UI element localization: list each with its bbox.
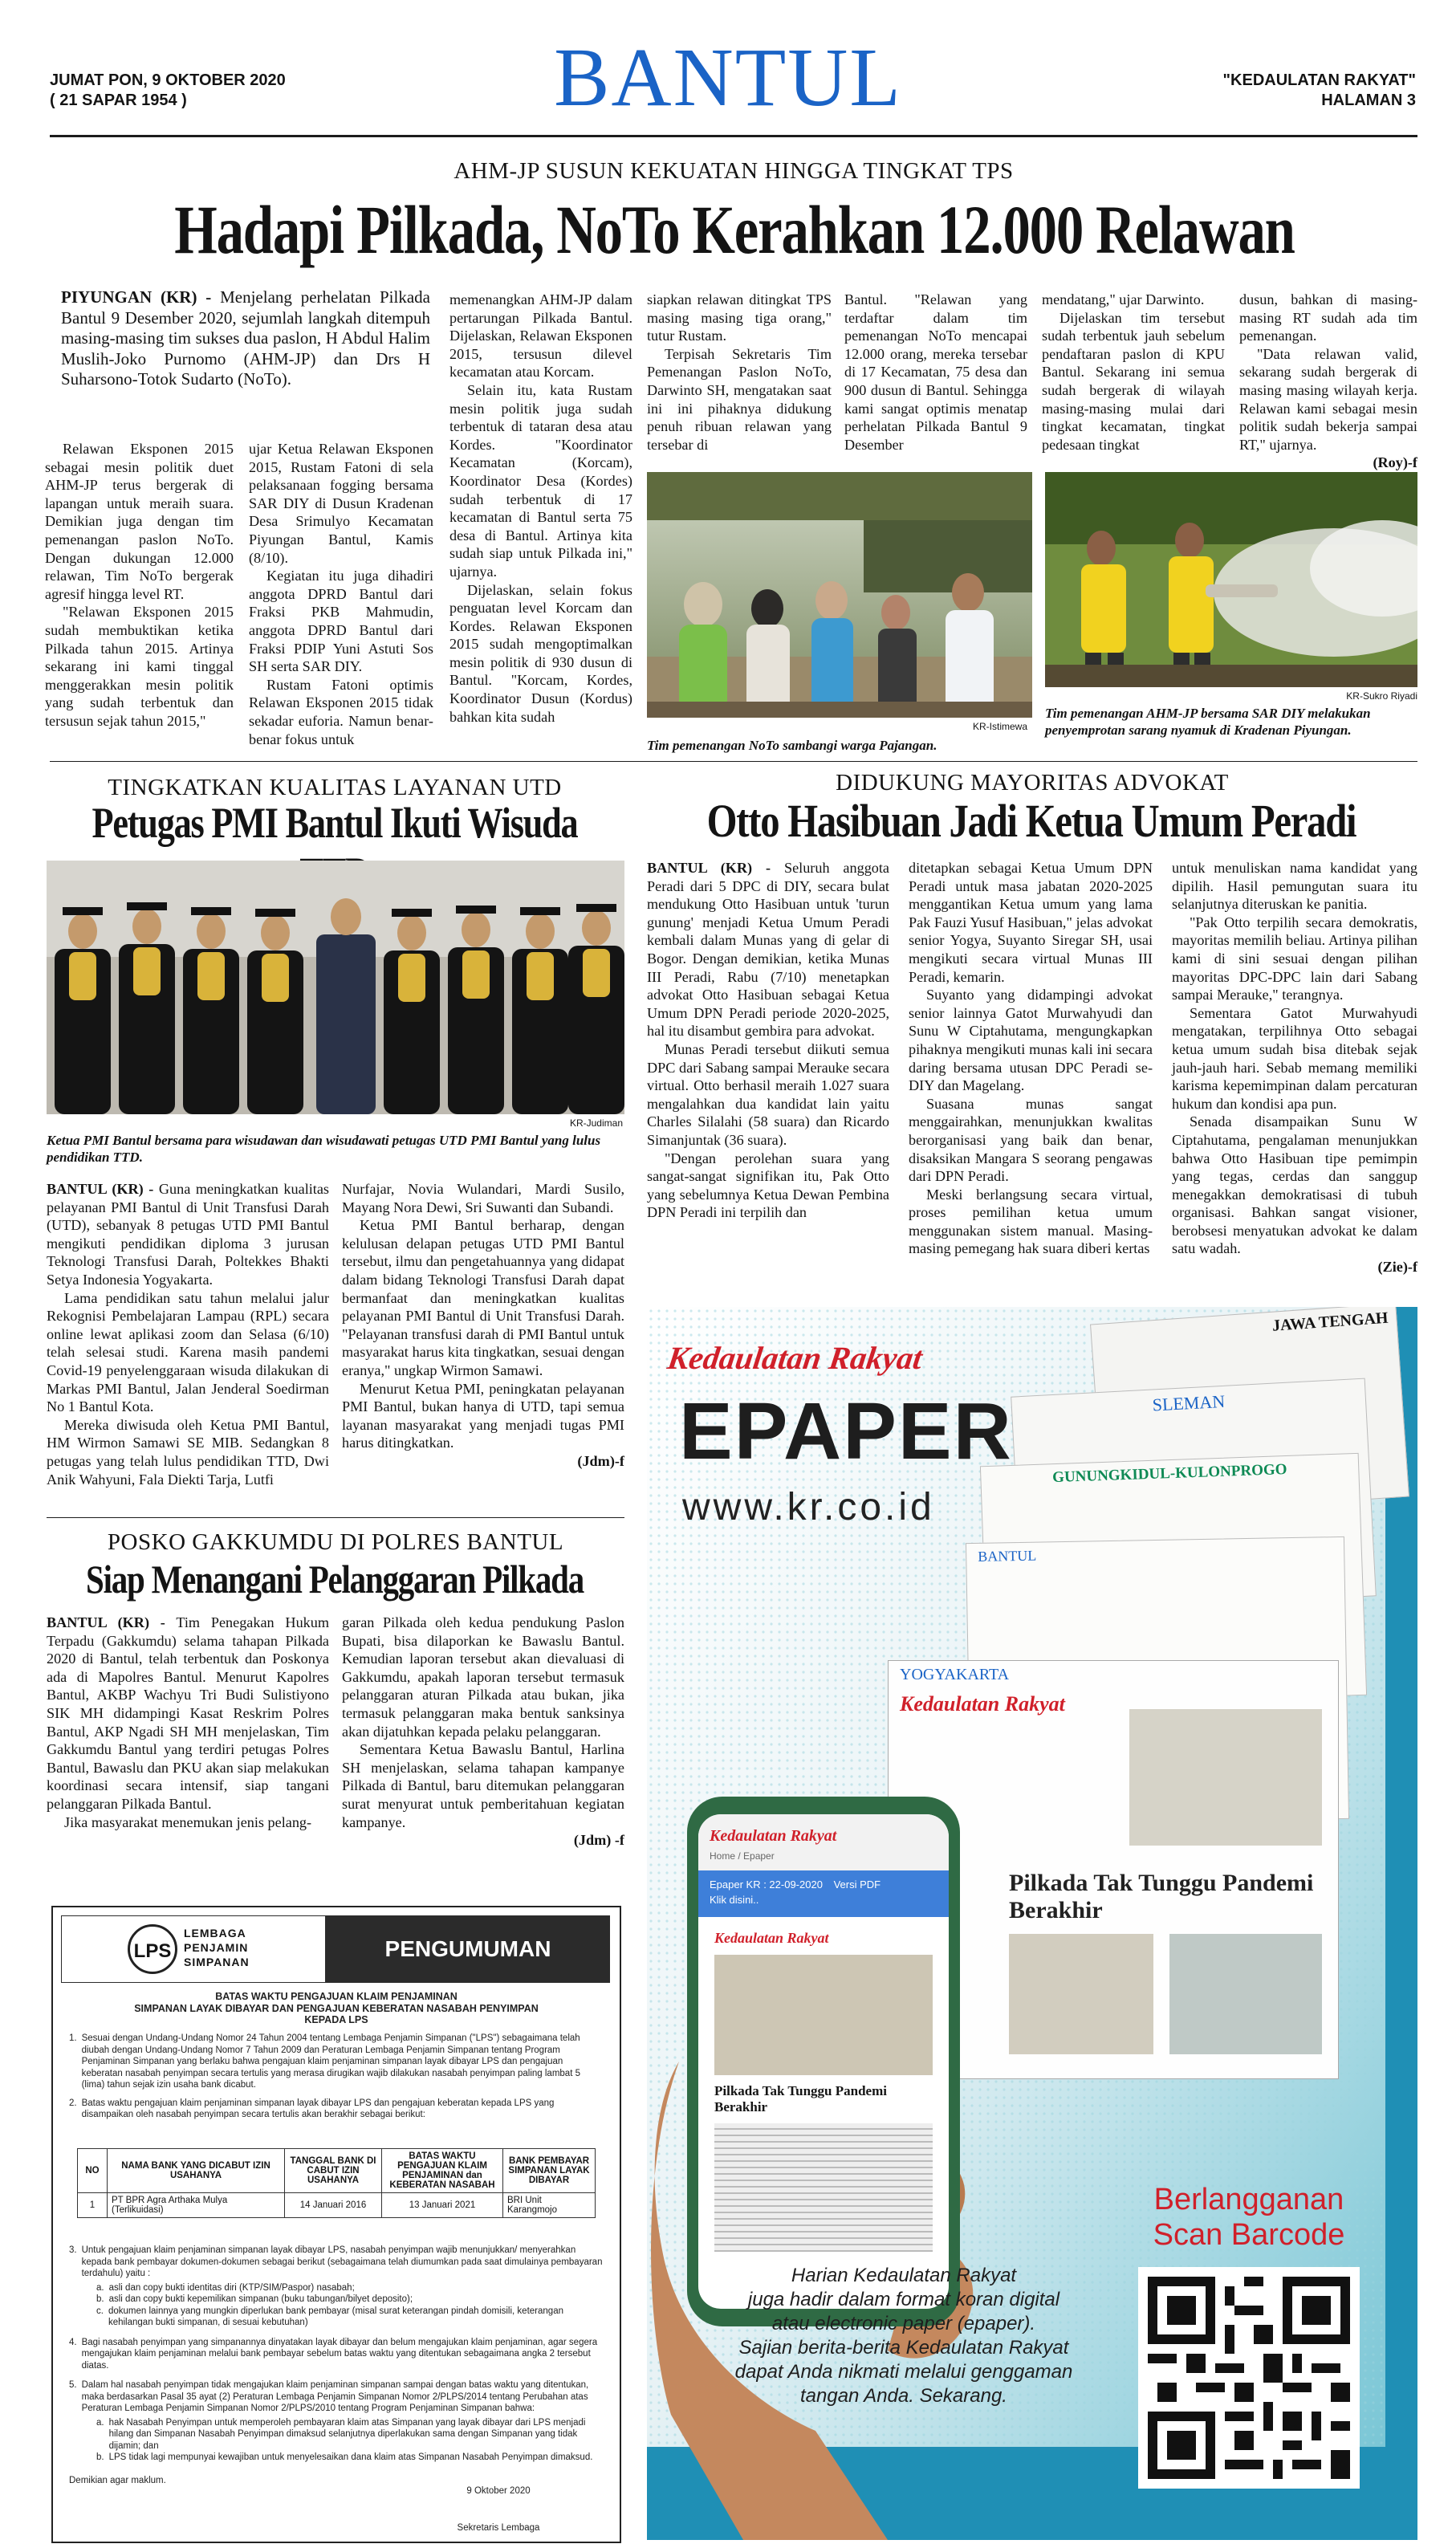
story3-kicker: DIDUKUNG MAYORITAS ADVOKAT bbox=[836, 770, 1229, 796]
notice-item-5: Dalam hal nasabah penyimpan tidak mengajukan klaim penjaminan simpanan sampai dengan batas waktu yang ditentukan, maka berdasarkan Pasal 35 ayat (2) Peraturan Lembaga Penjamin Simpanan Nomor 2/PLPS/2014 tentang Perubahan atas Peraturan Lembaga Penjamin Simpanan Nomor 2/PLPS/2010 tentang Program Penjaminan Simpanan bahwa: bbox=[81, 2380, 589, 2413]
story1-column-2 bbox=[249, 440, 433, 748]
lps-org-line: SIMPANAN bbox=[184, 1956, 250, 1968]
story3-paragraph: "Pak Otto terpilih secara demokratis, mayoritas memilih beliau. Artinya pilihan kami di sini sesuai dengan pilihan mayoritas DPC-DPC lain dari Sabang sampai Merauke," terangnya. bbox=[1172, 914, 1417, 1003]
story4-kicker: POSKO GAKKUMDU DI POLRES BANTUL bbox=[107, 1529, 564, 1555]
notice-item-4: Bagi nasabah penyimpan yang simpanannya dinyatakan layak dibayar dan belum mengajukan klaim penjaminan, agar segera mengajukan klaim penjaminan melalui bank pembayar sebelum batas waktu yang ditentukan sebagaimana angka 2 tersebut diatas. bbox=[81, 2337, 598, 2371]
story3-paragraph: Meski berlangsung secara virtual, proses pemilihan ketua umum menggunakan sistem manual. Masing-masing pemegang hak suara diberi kertas bbox=[909, 1186, 1153, 1257]
epaper-ad bbox=[647, 1307, 1417, 2540]
phone-app-brand: Kedaulatan Rakyat bbox=[710, 1827, 837, 1845]
table-row bbox=[78, 2193, 596, 2218]
qr-code-graphic bbox=[1148, 2277, 1350, 2479]
notice-logo-area bbox=[61, 1915, 326, 1983]
story2-photo-credit: KR-Judiman bbox=[569, 1117, 623, 1129]
lps-org-line: LEMBAGA bbox=[184, 1927, 246, 1939]
section-rule-1 bbox=[50, 761, 1417, 762]
story1-paragraph: mendatang," ujar Darwinto. bbox=[1042, 291, 1205, 307]
story1-dateline: PIYUNGAN (KR) - bbox=[61, 287, 212, 307]
notice-title-line: BATAS WAKTU PENGAJUAN KLAIM PENJAMINAN bbox=[215, 1991, 458, 2002]
story1-column-6 bbox=[1042, 291, 1225, 454]
notice-title bbox=[69, 1991, 604, 2026]
phone-paper-brand: Kedaulatan Rakyat bbox=[714, 1930, 829, 1946]
lps-notice bbox=[51, 1906, 621, 2543]
phone-paper-headline: Pilkada Tak Tunggu Pandemi Berakhir bbox=[714, 2083, 887, 2115]
lps-org-line: PENJAMIN bbox=[184, 1941, 249, 1954]
story4-paragraph bbox=[47, 1614, 329, 1813]
notice-item-5a: hak Nasabah Penyimpan untuk memperoleh pembayaran klaim atas Simpanan yang layak dibayar dari LPS menjadi hilang dan Simpanan Nasabah Penyimpan dimaksud selanjutnya diperlakukan sama dengan Simpanan yang tidak dijamin; dan bbox=[108, 2417, 586, 2451]
subscribe-text bbox=[1129, 2182, 1369, 2253]
story3-column-3 bbox=[1172, 859, 1417, 1276]
story3-paragraph: untuk menuliskan nama kandidat yang dipilih. Hasil pemungutan suara itu selanjutnya diteruskan ke panitia. bbox=[1172, 860, 1417, 913]
ad-blurb bbox=[695, 2264, 1112, 2408]
story1-paragraph: "Relawan Eksponen 2015 sudah membuktikan ketika Pilkada tahun 2015. Artinya sekarang ini kami tinggal menggerakkan mesin politik yang sudah terbentuk dan tersusun sejak tahun 2015," bbox=[45, 604, 234, 729]
phone-click-hint[interactable]: Klik disini.. bbox=[710, 1894, 759, 1906]
paper-photo-block bbox=[1129, 1709, 1322, 1846]
notice-signer: Sekretaris Lembaga bbox=[457, 2523, 540, 2533]
story1-column-7 bbox=[1239, 291, 1417, 472]
notice-table-cell: 1 bbox=[78, 2193, 108, 2218]
ad-blurb-line: Sajian berita-berita Kedaulatan Rakyat bbox=[738, 2337, 1069, 2359]
phone-pdf-link[interactable]: Versi PDF bbox=[833, 1878, 881, 1891]
fogging-photo-illustration bbox=[1045, 472, 1417, 687]
story1-lead-text: Menjelang perhelatan Pilkada Bantul 9 Desember 2020, sejumlah langkah ditempuh masing-masing tim sukses dua paslon, H Abdul Halim Muslih-Joko Purnomo (AHM-JP) dan Drs H Suharsono-Totok Sudarto (NoTo). bbox=[61, 287, 430, 389]
ad-title: EPAPER bbox=[679, 1386, 1013, 1476]
paper-section-label: GUNUNGKIDUL-KULONPROGO bbox=[1051, 1460, 1287, 1487]
issue-date-block bbox=[50, 71, 286, 111]
story1-column-5 bbox=[844, 291, 1027, 454]
story1-photo-2-caption: Tim pemenangan AHM-JP bersama SAR DIY melakukan penyemprotan sarang nyamuk di Kradenan Piyungan. bbox=[1045, 706, 1371, 738]
story2-paragraph: Mereka diwisuda oleh Ketua PMI Bantul, HM Wirmon Samawi SE MIB. Sedangkan 8 petugas yang telah lulus pendidikan TTD, Dwi Anik Wahyuni, Fala Diekti Tarja, Lutfi bbox=[47, 1416, 329, 1488]
story1-paragraph: Bantul. "Relawan yang terdaftar dalam tim pemenangan NoTo mencapai 12.000 orang, mereka tersebar di 17 Kecamatan, 75 desa dan 900 dusun di Bantul. Sehingga kami sangat optimis menatap perhelatan Pilkada Bantul 9 Desember bbox=[844, 291, 1027, 453]
paper-name: "KEDAULATAN RAKYAT" bbox=[1222, 71, 1416, 89]
story2-lead-text: Guna meningkatkan kualitas pelayanan PMI Bantul di Unit Transfusi Darah (UTD), sebanyak 8 petugas UTD PMI Bantul mengikuti pendidikan diploma 3 jurusan Teknologi Transfusi Darah, Poltekkes Bhakti Setya Indonesia Yogyakarta. bbox=[47, 1181, 330, 1288]
story4-paragraph: Sementara Ketua Bawaslu Bantul, Harlina SH menjelaskan, selama tahapan kampanye Pilkada di Bantul, baru ditemukan pelanggaran surat menyurat untuk pemberitahuan kegiatan kampanye. bbox=[342, 1741, 624, 1830]
page-number: HALAMAN 3 bbox=[1321, 92, 1416, 109]
notice-title-banner: PENGUMUMAN bbox=[384, 1936, 551, 1961]
notice-item-3c: dokumen lainnya yang mungkin diperlukan bank pembayar (misal surat keterangan pindah domisili, keterangan kehilangan bukti simpanan, di sesuai kebutuhan) bbox=[108, 2306, 563, 2327]
notice-title-line: SIMPANAN LAYAK DIBAYAR DAN PENGAJUAN KEBERATAN NASABAH PENYIMPAN bbox=[134, 2002, 539, 2014]
story4-paragraph: garan Pilkada oleh kedua pendukung Paslon Bupati, bisa dilaporkan ke Bawaslu Bantul. Kemudian laporan tersebut akan dievaluasi di Gakkumdu, apakah laporan tersebut termasuk pelanggaran aturan Pilkada atau bukan, jika termasuk pelanggaran maka bentuk sanksinya akan dijatuhkan kepada pelaku pelanggaran. bbox=[342, 1614, 624, 1740]
story4-column-1 bbox=[47, 1614, 329, 1831]
ad-blurb-line: juga hadir dalam format koran digital bbox=[747, 2289, 1060, 2310]
subscribe-line: Berlangganan bbox=[1153, 2183, 1344, 2216]
section-rule-2 bbox=[47, 1517, 624, 1518]
paper-info-block bbox=[1223, 71, 1416, 111]
story2-photo-caption: Ketua PMI Bantul bersama para wisudawan dan wisudawati petugas UTD PMI Bantul yang lulus pendidikan TTD. bbox=[47, 1133, 601, 1165]
notice-date: 9 Oktober 2020 bbox=[466, 2486, 531, 2496]
story3-signature: (Zie)-f bbox=[1377, 1259, 1417, 1276]
story1-photo-2-credit: KR-Sukro Riyadi bbox=[1346, 690, 1417, 702]
story1-photo-1 bbox=[647, 472, 1032, 718]
story2-paragraph bbox=[47, 1180, 329, 1289]
story3-paragraph: Sementara Gatot Murwahyudi mengatakan, terpilihnya Otto sebagai ketua umum sudah bisa ditebak sejak jauh-jauh hari. Sebab memang memiliki karisma kepemimpinan dalam percaturan hukum dan kondisi apa pun. bbox=[1172, 1004, 1417, 1112]
story2-column-1 bbox=[47, 1180, 329, 1488]
paper-section-label: BANTUL bbox=[978, 1547, 1037, 1565]
notice-item-3: Untuk pengajuan klaim penjaminan simpanan layak dibayar LPS, nasabah penyimpan wajib menunjukkan/ menyerahkan kepada bank pembayar dokumen-dokumen sebagai berikut (sebagaimana telah diumumkan pada saat dimulainya pembayaran terdahulu) yaitu : bbox=[81, 2245, 603, 2278]
story1-lead bbox=[61, 287, 430, 390]
ad-blurb-line: tangan Anda. Sekarang. bbox=[800, 2385, 1007, 2407]
notice-item-5b: LPS tidak lagi mempunyai kewajiban untuk menyelesaikan dana klaim atas Simpanan Nasabah Penyimpan dimaksud. bbox=[108, 2452, 593, 2462]
ad-brand: Kedaulatan Rakyat bbox=[665, 1340, 925, 1376]
header-rule bbox=[50, 135, 1417, 137]
meeting-photo-illustration bbox=[647, 472, 1032, 718]
notice-table-cell: PT BPR Agra Arthaka Mulya (Terlikuidasi) bbox=[108, 2193, 285, 2218]
story3-column-1 bbox=[647, 859, 889, 1222]
paper-big-headline: Pilkada Tak Tunggu Pandemi Berakhir bbox=[1009, 1870, 1314, 1923]
ad-blurb-line: atau electronic paper (epaper). bbox=[771, 2313, 1036, 2334]
story2-paragraph: Ketua PMI Bantul berharap, dengan kelulusan delapan petugas UTD PMI Bantul tersebut, ilmu dan pengetahuannya yang didapat dalam bidang Teknologi Transfusi Darah dapat bermanfaat dan meningkatkan kualitas pelayanan PMI Bantul di Unit Transfusi Darah. "Pelayanan transfusi darah di PMI Bantul untuk masyarakat harus kita tingkatkan, sesuai dengan eranya," ungkap Wirmon Samawi. bbox=[342, 1217, 624, 1378]
notice-table-head-cell: NAMA BANK YANG DICABUT IZIN USAHANYA bbox=[108, 2149, 285, 2193]
story1-headline: Hadapi Pilkada, NoTo Kerahkan 12.000 Relawan bbox=[174, 191, 1295, 268]
story2-column-2 bbox=[342, 1180, 624, 1471]
story1-paragraph: Relawan Eksponen 2015 sebagai mesin politik duet AHM-JP terus bergerak di lapangan untuk meraih suara. Demikian juga dengan tim pemenangan paslon NoTo. Dengan dukungan 12.000 relawan, Tim NoTo bergerak agresif hingga level RT. bbox=[45, 441, 234, 602]
story3-paragraph: ditetapkan sebagai Ketua Umum DPN Peradi untuk masa jabatan 2020-2025 menggantikan Ketua umum yang lama Pak Fauzi Yusuf Hasibuan," jelas advokat senior Yogya, Suyanto Siregar SH, usai mengikuti secara virtual Munas III Peradi, kemarin. bbox=[909, 860, 1153, 985]
story1-paragraph: dusun, bahkan di masing-masing RT sudah ada tim pemenangan. bbox=[1239, 291, 1417, 344]
qr-code-icon[interactable] bbox=[1138, 2267, 1360, 2489]
story4-signature: (Jdm) -f bbox=[573, 1832, 624, 1849]
notice-table-header bbox=[78, 2149, 596, 2193]
story2-headline: Petugas PMI Bantul Ikuti Wisuda bbox=[92, 799, 578, 847]
notice-table-cell: 13 Januari 2021 bbox=[382, 2193, 503, 2218]
phone-breadcrumb[interactable]: Home / Epaper bbox=[710, 1850, 775, 1862]
story2-paragraph: Lama pendidikan satu tahun melalui jalur Rekognisi Pembelajaran Lampau (RPL) secara online lewat aplikasi zoom dan Selasa (6/10) telah selesai studi. Karena masih pandemi Covid-19 penyelenggaraan wisuda dilakukan di Markas PMI Bantul, Jalan Jenderal Soedirman No 1 Bantul Kota. bbox=[47, 1289, 329, 1415]
notice-table bbox=[77, 2148, 596, 2218]
issue-hijri-date: ( 21 SAPAR 1954 ) bbox=[50, 92, 187, 109]
story4-paragraph: Jika masyarakat menemukan jenis pelang- bbox=[64, 1813, 312, 1830]
notice-table-head-cell: BATAS WAKTU PENGAJUAN KLAIM PENJAMINAN dan KEBERATAN NASABAH bbox=[382, 2149, 503, 2193]
paper-brand: Kedaulatan Rakyat bbox=[900, 1692, 1065, 1716]
ad-url: www.kr.co.id bbox=[682, 1486, 935, 1528]
story3-dateline: BANTUL (KR) - bbox=[647, 860, 771, 876]
subscribe-line: Scan Barcode bbox=[1153, 2218, 1345, 2252]
masthead: BANTUL bbox=[554, 31, 902, 124]
notice-table-head-cell: TANGGAL BANK DI CABUT IZIN USAHANYA bbox=[285, 2149, 382, 2193]
notice-title-line: KEPADA LPS bbox=[304, 2014, 368, 2025]
issue-date: JUMAT PON, 9 OKTOBER 2020 bbox=[50, 71, 286, 89]
ad-blurb-line: Harian Kedaulatan Rakyat bbox=[791, 2265, 1017, 2286]
story4-column-2 bbox=[342, 1614, 624, 1850]
story3-column-2 bbox=[909, 859, 1153, 1258]
story3-paragraph: Suyanto yang didampingi advokat senior lainnya Gatot Murwahyudi dan Sunu W Ciptahutama, mengungkapkan pihaknya mengikuti munas kali ini secara daring bersama utusan DPC Peradi se-DIY dan Magelang. bbox=[909, 987, 1153, 1094]
phone-paper-text-block bbox=[714, 2123, 933, 2252]
story2-dateline: BANTUL (KR) - bbox=[47, 1181, 154, 1197]
story1-kicker: AHM-JP SUSUN KEKUATAN HINGGA TINGKAT TPS bbox=[453, 158, 1014, 184]
phone-paper-preview[interactable] bbox=[698, 1917, 949, 2265]
story1-photo-1-credit: KR-Istimewa bbox=[972, 721, 1027, 732]
story1-paragraph: Dijelaskan tim tersebut sudah terbentuk jauh sebelum pendaftaran paslon di KPU Bantul. Sekarang ini semua sudah bergerak di wilayah masing-masing mulai dari tingkat kecamatan, tingkat pedesaan tingkat bbox=[1042, 309, 1225, 453]
story1-paragraph: "Data relawan valid, sekarang sudah bergerak di masing masing wilayah kerja. Relawan kami sebagai mesin politik sudah bekerja sampai RT," ujarnya. bbox=[1239, 345, 1417, 453]
story3-headline: Otto Hasibuan Jadi Ketua Umum Peradi bbox=[706, 795, 1356, 847]
notice-table-head-cell: NO bbox=[78, 2149, 108, 2193]
story1-paragraph: Rustam Fatoni optimis Relawan Eksponen 2015 tidak sekadar euforia. Namun benar-benar fokus untuk bbox=[249, 676, 433, 747]
story1-paragraph: Selain itu, kata Rustam mesin politik juga sudah terbentuk di tataran desa atau Kordes. "Koordinator Kecamatan (Korcam), Koordinator Desa (Kordes) sudah terbentuk di 17 kecamatan di Bantul serta 75 desa di Bantul. Artinya kita sudah siap untuk Pilkada ini," ujarnya. bbox=[449, 381, 632, 580]
story2-kicker: TINGKATKAN KUALITAS LAYANAN UTD bbox=[108, 775, 562, 800]
notice-item-1: Sesuai dengan Undang-Undang Nomor 24 Tahun 2004 tentang Lembaga Penjamin Simpanan ("LPS") sebagaimana telah diubah dengan Undang-Undang Nomor 7 Tahun 2009 dan Peraturan Lembaga Penjamin Simpanan tentang Program Penjaminan Simpanan yang berlaku bahwa pengajuan klaim penjaminan simpanan layak dibayar LPS dan pengajuan keberatan nasabah penyimpan secara tertulis yang merasa dirugikan wajib dilakukan nasabah penyimpan paling lambat 5 (lima) tahun sejak izin usaha bank dicabut. bbox=[81, 2033, 580, 2090]
story4-dateline: BANTUL (KR) - bbox=[47, 1614, 165, 1630]
phone-screen bbox=[698, 1814, 949, 2309]
story1-signature: (Roy)-f bbox=[1373, 454, 1417, 471]
story1-paragraph: siapkan relawan ditingkat TPS masing masing tiga orang," tutur Rustam. bbox=[647, 291, 832, 344]
story3-paragraph bbox=[647, 859, 889, 1040]
notice-table-cell: BRI Unit Karangmojo bbox=[503, 2193, 596, 2218]
paper-photo-block bbox=[1169, 1934, 1322, 2054]
story1-column-4 bbox=[647, 291, 832, 454]
story3-paragraph: "Dengan perolehan suara yang sangat-sangat signifikan itu, Pak Otto yang sebelumnya Ketua Dewan Pembina DPN Peradi ini terpilih dan bbox=[647, 1150, 889, 1221]
lps-org-name bbox=[184, 1926, 250, 1969]
story3-lead-text: Seluruh anggota Peradi dari 5 DPC di DIY, secara bulat mendukung Otto Hasibuan untuk 'turun gunung' menjadi Ketua Umum Peradi kembali dalam Munas yang di gelar di Bogor. Dengan demikian, ketika Munas III Peradi, Rabu (7/10) menetapkan advokat Otto Hasibuan sebagai Ketua Umum DPN Peradi periode 2020-2025, hal itu disambut gembira para advokat. bbox=[647, 860, 890, 1040]
story2-signature: (Jdm)-f bbox=[577, 1452, 624, 1469]
notice-table-head-cell: BANK PEMBAYAR SIMPANAN LAYAK DIBAYAR bbox=[503, 2149, 596, 2193]
story2-paragraph: Menurut Ketua PMI, peningkatan pelayanan PMI Bantul, bukan hanya di UTD, tapi semua layanan masyarakat yang menjadi tugas PMI harus ditingkatkan. bbox=[342, 1380, 624, 1451]
ad-blurb-line: dapat Anda nikmati melalui genggaman bbox=[734, 2361, 1073, 2383]
story1-column-3 bbox=[449, 291, 632, 726]
story1-paragraph: Dijelaskan, selain fokus penguatan level Korcam dan Kordes. Relawan Eksponen 2015 sudah mengoptimalkan mesin politik di 930 dusun di Bantul. "Korcam, Kordes, Koordinator Dusun (Kordus) bahkan kita sudah bbox=[449, 581, 632, 725]
lps-logo-icon: LPS bbox=[128, 1924, 177, 1974]
story1-photo-1-caption: Tim pemenangan NoTo sambangi warga Pajangan. bbox=[647, 738, 937, 753]
phone-paper-photo bbox=[714, 1955, 933, 2075]
story3-paragraph: Senada disampaikan Sunu W Ciptahutama, pengalaman menunjukkan bahwa Otto Hasibuan tipe pemimpin yang tegas, cerdas dan sanggup menegakkan demokratisasi di tubuh organisasi. Bahkan sangat visioner, berobsesi menyatukan advokat ke dalam satu wadah. bbox=[1172, 1113, 1417, 1257]
story1-paragraph: ujar Ketua Relawan Eksponen 2015, Rustam Fatoni di sela pelaksanaan fogging bersama SAR DIY di Dusun Kradenan Desa Srimulyo Kecamatan Piyungan Bantul, Kamis (8/10). bbox=[249, 441, 433, 566]
story1-paragraph: Kegiatan itu juga dihadiri anggota DPRD Bantul dari Fraksi PKB Mahmudin, anggota DPRD Bantul dari Fraksi PDIP Yuni Astuti Sos SH serta SAR DIY. bbox=[249, 568, 433, 675]
story1-paragraph: Terpisah Sekretaris Tim Pemenangan Paslon NoTo, Darwinto SH, mengatakan saat ini ini pihaknya didukung penuh ribuan relawan yang tersebar di bbox=[647, 345, 832, 453]
notice-closing: Demikian agar maklum. bbox=[69, 2475, 166, 2485]
story4-lead-text: Tim Penegakan Hukum Terpadu (Gakkumdu) selama tahapan Pilkada 2020 di Bantul, telah terbentuk dan Poskonya ada di Mapolres Bantul. Menurut Kapolres Bantul, AKBP Wachyu Tri Budi Sulistiyono SIK MH didampingi Kasat Reskrim Polres Bantul, AKP Ngadi SH MH menjelaskan, Tim Gakkumdu Bantul yang terdiri petugas Polres Bantul, Bawaslu dan PKU akan siap melakukan koordinasi secara intensif, siap tangani pelanggaran Pilkada Bantul. bbox=[47, 1614, 329, 1812]
paper-section-label: YOGYAKARTA bbox=[900, 1666, 1010, 1683]
story2-paragraph: Nurfajar, Novia Wulandari, Mardi Susilo, Mayang Nora Dewi, Sri Suwanti dan Subandi. bbox=[342, 1181, 624, 1215]
story1-photo-2 bbox=[1045, 472, 1417, 687]
phone-epaper-date: Epaper KR : 22-09-2020 bbox=[710, 1878, 823, 1891]
notice-item-3a: asli dan copy bukti identitas diri (KTP/SIM/Paspor) nasabah; bbox=[108, 2282, 355, 2293]
story1-paragraph: memenangkan AHM-JP dalam pertarungan Pilkada Bantul. Dijelaskan, Relawan Eksponen 2015, tersusun dilevel kecamatan atau Korcam. bbox=[449, 291, 632, 381]
notice-body: 1. Sesuai dengan Undang-Undang Nomor 24 Tahun 2004 tentang Lembaga Penjamin Simpanan ("LPS") sebagaimana telah diubah dengan Undang-Undang Nomor 7 Tahun 2009 dan Peraturan Lembaga Penjamin Simpanan tentang Program Penjaminan Simpanan yang berlaku bahwa pengajuan klaim penjaminan simpanan layak dibayar LPS dan pengajuan keberatan nasabah penyimpan secara tertulis yang merasa dirugikan wajib dilakukan nasabah penyimpan paling lambat 5 (lima) tahun sejak izin usaha bank dicabut. 2. Batas waktu pengajuan klaim penjaminan simpanan layak dibayar LPS dan pengajuan keberatan kepada LPS yang disampaikan oleh nasabah penyimpan secara tertulis akan berakhir sebagai berikut: bbox=[69, 2033, 604, 2121]
paper-photo-block bbox=[1009, 1934, 1153, 2054]
phone-epaper-bar[interactable] bbox=[698, 1870, 949, 1917]
notice-table-cell: 14 Januari 2016 bbox=[285, 2193, 382, 2218]
story2-photo bbox=[47, 861, 624, 1114]
notice-body-continued: 3. Untuk pengajuan klaim penjaminan simpanan layak dibayar LPS, nasabah penyimpan wajib menunjukkan/ menyerahkan kepada bank pembayar dokumen-dokumen sebagai berikut (sebagaimana telah diumumkan pada saat dimulainya pembayaran terdahulu) yaitu : a. asli dan copy bukti identitas diri (KTP/SIM/Paspor) nasabah; b. asli dan copy bukti kepemilikan simpanan (buku tabungan/bilyet deposito); c. dokumen lainnya yang mungkin diperlukan bank pembayar (misal surat keterangan pindah domisili, keterangan kehilangan bukti simpanan, di sesuai kebutuhan) 4. Bagi nasabah penyimpan yang simpanannya dinyatakan layak dibayar dan belum mengajukan klaim penjaminan, agar segera mengajukan klaim penjaminan melalui bank pembayar sebelum batas waktu yang ditentukan sebagaimana angka 2 tersebut diatas. 5. Dalam hal nasabah penyimpan tidak mengajukan klaim penjaminan simpanan sampai dengan batas waktu yang ditentukan, maka berdasarkan Pasal 35 ayat (2) Peraturan Lembaga Penjamin Simpanan Nomor 2/PLPS/2014 tentang Perubahan atas Peraturan Lembaga Penjamin Simpanan Nomor 2/PLPS/2010 tentang Program Penjaminan Simpanan bahwa: a. hak Nasabah Penyimpan untuk memperoleh pembayaran klaim atas Simpanan yang layak dibayar dari LPS menjadi hilang dan Simpanan Nasabah Penyimpan dimaksud selanjutnya diperlakukan sama dengan Simpanan yang tidak dijamin; dan b. LPS tidak lagi mempunyai kewajiban untuk menyelesaikan dana klaim atas Simpanan Nasabah Penyimpan dimaksud. Demikian agar maklum. bbox=[69, 2245, 603, 2485]
paper-section-label: SLEMAN bbox=[1152, 1390, 1226, 1415]
phone-body bbox=[687, 1797, 960, 2326]
notice-item-2: Batas waktu pengajuan klaim penjaminan simpanan layak dibayar LPS dan pengajuan keberatan kepada LPS yang disampaikan oleh nasabah penyimpan secara tertulis akan berakhir sebagai berikut: bbox=[81, 2098, 555, 2119]
story4-headline: Siap Menangani Pelanggaran Pilkada bbox=[86, 1557, 584, 1602]
notice-item-3b: asli dan copy bukti kepemilikan simpanan (buku tabungan/bilyet deposito); bbox=[108, 2294, 413, 2304]
paper-section-label: JAWA TENGAH bbox=[1271, 1309, 1389, 1335]
story3-paragraph: Munas Peradi tersebut diikuti semua DPC dari Sabang sampai Merauke secara virtual. Otto berhasil meraih 1.027 suara mengalahkan dua kandidat lain yaitu Charles Silalahi (58 suara) dan Ricardo Simanjuntak (36 suara). bbox=[647, 1040, 889, 1148]
graduation-photo-illustration bbox=[47, 861, 624, 1114]
story3-paragraph: Suasana munas sangat menggairahkan, menunjukkan kwalitas berorganisasi yang baik dan benar, disaksikan Mangara S seorang pengawas dari DPN Peradi. bbox=[909, 1095, 1153, 1185]
story1-column-1 bbox=[45, 440, 234, 731]
